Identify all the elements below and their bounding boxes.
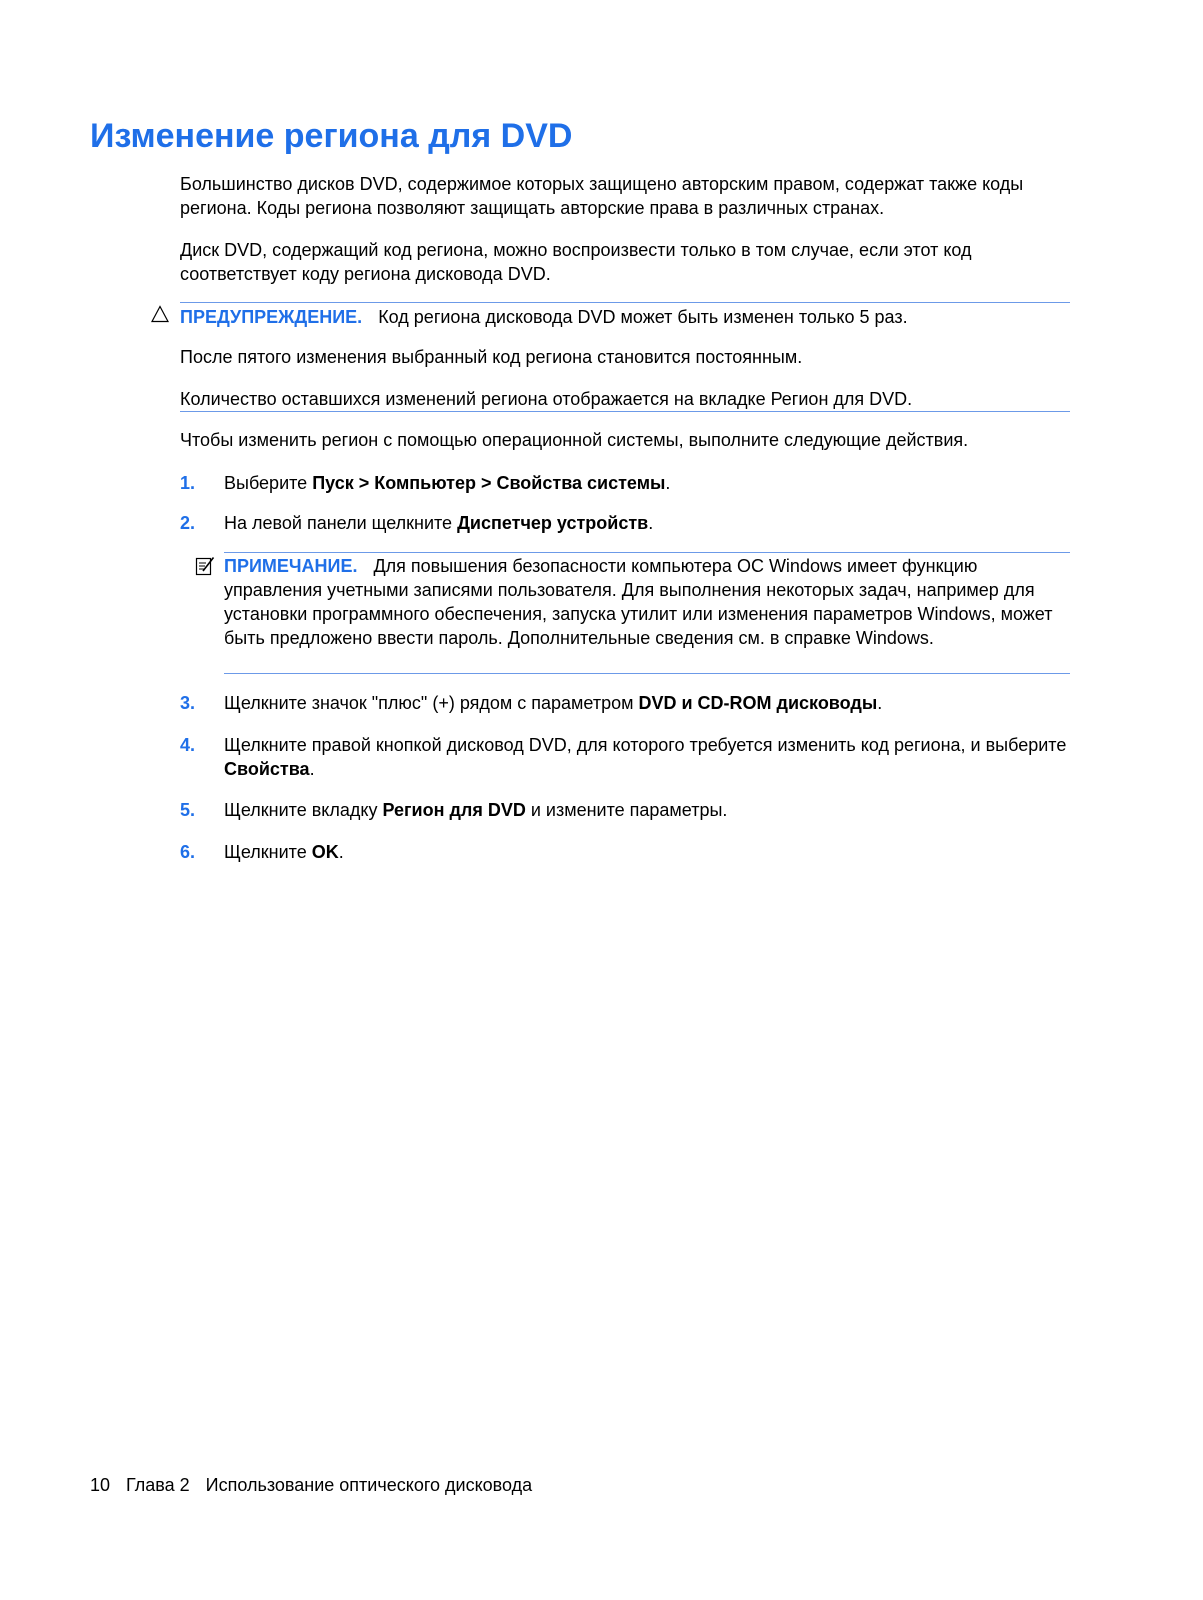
step-text-end: . (648, 513, 654, 533)
step-bold-text: Свойства (224, 759, 310, 779)
step-1 (180, 471, 1070, 495)
warning-triangle-icon (151, 305, 169, 323)
caution-line (180, 305, 908, 329)
paragraph-copyright-regions: Большинство дисков DVD, содержимое которых защищено авторским правом, содержат также коды региона. Коды региона позволяют защищать авторские права в различных странах. (180, 174, 1024, 218)
caution-remaining-text: Количество оставшихся изменений региона отображается на вкладке Регион для DVD. (180, 389, 913, 409)
step-bold-text: OK (311, 842, 339, 862)
step-3 (180, 691, 1070, 715)
caution-permanent-text: После пятого изменения выбранный код региона становится постоянным. (180, 347, 803, 367)
step-bold-text: Пуск > Компьютер > Свойства системы (312, 473, 666, 493)
step-2 (180, 511, 1070, 535)
note-text (224, 554, 1070, 650)
paragraph-region-playback: Диск DVD, содержащий код региона, можно воспроизвести только в том случае, если этот код соответствует коду региона дисковода DVD. (180, 240, 972, 284)
page-footer (90, 1473, 548, 1497)
step-text-end: . (309, 759, 315, 779)
step-bold-text: Регион для DVD (382, 800, 526, 820)
step-text-end: и измените параметры. (525, 800, 728, 820)
step-text: Выберите (224, 473, 313, 493)
step-text-end: . (338, 842, 344, 862)
step-text: Щелкните (224, 842, 312, 862)
step-number: 1. (180, 473, 196, 493)
page-number: 10 (90, 1475, 111, 1495)
chapter-label: Глава 2 (126, 1475, 190, 1495)
step-text: Щелкните правой кнопкой дисковод DVD, для которого требуется изменить код региона, и выберите (224, 735, 1067, 755)
step-text: Щелкните вкладку (224, 800, 383, 820)
step-5 (180, 798, 1070, 822)
step-text: Щелкните значок "плюс" (+) рядом с параметром (224, 693, 639, 713)
step-bold-text: DVD и CD-ROM дисководы (638, 693, 878, 713)
steps-intro: Чтобы изменить регион с помощью операционной системы, выполните следующие действия. (180, 430, 969, 450)
page-title: Изменение региона для DVD (90, 117, 573, 155)
step-number: 6. (180, 842, 196, 862)
step-text-end: . (877, 693, 883, 713)
step-number: 4. (180, 735, 196, 755)
note-body: Для повышения безопасности компьютера ОС Windows имеет функцию управления учетными записями пользователя. Для выполнения некоторых задач, например для установки программного обеспечения, запуска утилит или изменения параметров Windows, может быть предложено ввести пароль. Дополнительные сведения см. в справке Windows. (224, 556, 1053, 648)
note-pencil-icon (195, 556, 215, 576)
step-text: На левой панели щелкните (224, 513, 458, 533)
chapter-title: Использование оптического дисковода (205, 1475, 533, 1495)
step-number: 3. (180, 693, 196, 713)
caution-text: Код региона дисковода DVD может быть изменен только 5 раз. (378, 307, 908, 327)
step-text-end: . (665, 473, 671, 493)
step-6 (180, 840, 1070, 864)
caution-label: ПРЕДУПРЕЖДЕНИЕ. (180, 307, 363, 327)
step-bold-text: Диспетчер устройств (457, 513, 649, 533)
note-label: ПРИМЕЧАНИЕ. (224, 556, 358, 576)
step-number: 5. (180, 800, 196, 820)
step-number: 2. (180, 513, 196, 533)
step-4 (180, 733, 1070, 781)
